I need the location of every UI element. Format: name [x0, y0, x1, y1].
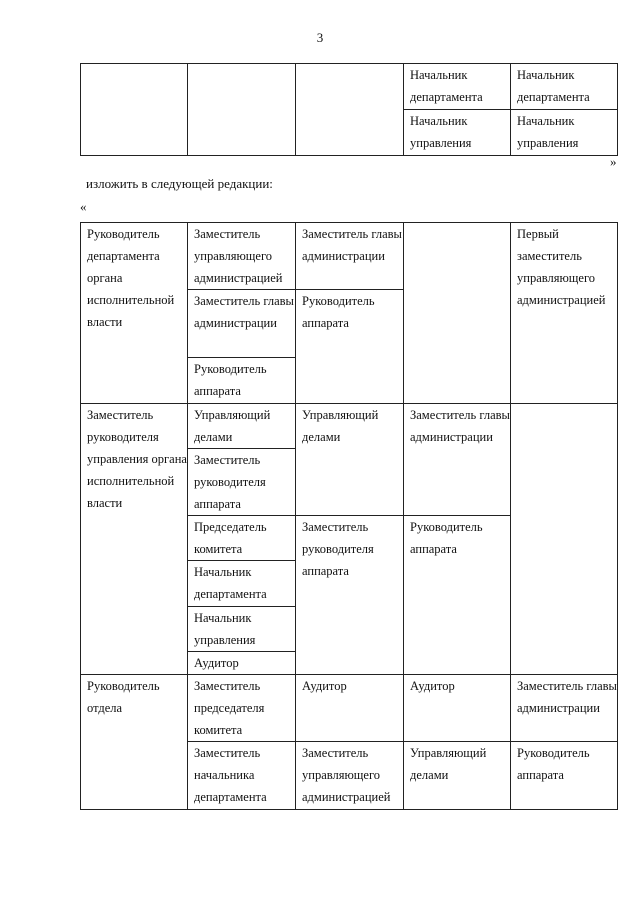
table-cell: Заместитель главы администрации: [296, 223, 404, 290]
table-cell: Заместитель управляющего администрацией: [296, 742, 404, 810]
table-cell: Аудитор: [404, 675, 511, 742]
table-cell: Заместитель управляющего администрацией: [188, 223, 296, 290]
table-cell: Начальник управления: [511, 110, 618, 156]
table-cell: Начальник департамента: [404, 64, 511, 110]
table-cell: Заместитель главы администрации: [404, 404, 511, 516]
table-cell: [188, 64, 296, 156]
table-cell: Руководитель департамента органа исполнительной власти: [81, 223, 188, 404]
table-cell: Заместитель главы администрации: [511, 675, 618, 742]
table-cell: Заместитель начальника департамента: [188, 742, 296, 810]
table-cell: Начальник управления: [188, 607, 296, 652]
table-cell: Заместитель председателя комитета: [188, 675, 296, 742]
new-edition-table: [80, 222, 618, 810]
table-cell: Начальник департамента: [188, 561, 296, 607]
table-cell: Заместитель главы администрации: [188, 290, 296, 358]
previous-table: [80, 63, 618, 156]
table-cell: Аудитор: [188, 652, 296, 675]
table-cell: Руководитель аппарата: [404, 516, 511, 675]
table-row: [81, 675, 618, 742]
page-number: 3: [316, 30, 324, 45]
table-cell: Руководитель аппарата: [511, 742, 618, 810]
table-cell: Руководитель аппарата: [188, 358, 296, 404]
table-cell: Председатель комитета: [188, 516, 296, 561]
table-cell: Управляющий делами: [296, 404, 404, 516]
table-cell: [511, 404, 618, 675]
table-row: [81, 64, 618, 110]
table-cell: Заместитель руководителя управления органа исполнительной власти: [81, 404, 188, 675]
table-cell: Аудитор: [296, 675, 404, 742]
table-cell: Заместитель руководителя аппарата: [188, 449, 296, 516]
table-cell: Руководитель аппарата: [296, 290, 404, 404]
table-cell: Управляющий делами: [188, 404, 296, 449]
table-row: [81, 223, 618, 290]
opening-quote: «: [80, 199, 87, 214]
table-row: [81, 404, 618, 449]
edit-instruction: изложить в следующей редакции:: [86, 176, 273, 191]
table-cell: Управляющий делами: [404, 742, 511, 810]
table-cell: Заместитель руководителя аппарата: [296, 516, 404, 675]
table-cell: Начальник департамента: [511, 64, 618, 110]
table-cell: [404, 223, 511, 404]
table-cell: Начальник управления: [404, 110, 511, 156]
table-cell: [81, 64, 188, 156]
closing-quote: »: [610, 154, 617, 169]
table-cell: Руководитель отдела: [81, 675, 188, 810]
table-cell: [296, 64, 404, 156]
table-cell: Первый заместитель управляющего администрацией: [511, 223, 618, 404]
